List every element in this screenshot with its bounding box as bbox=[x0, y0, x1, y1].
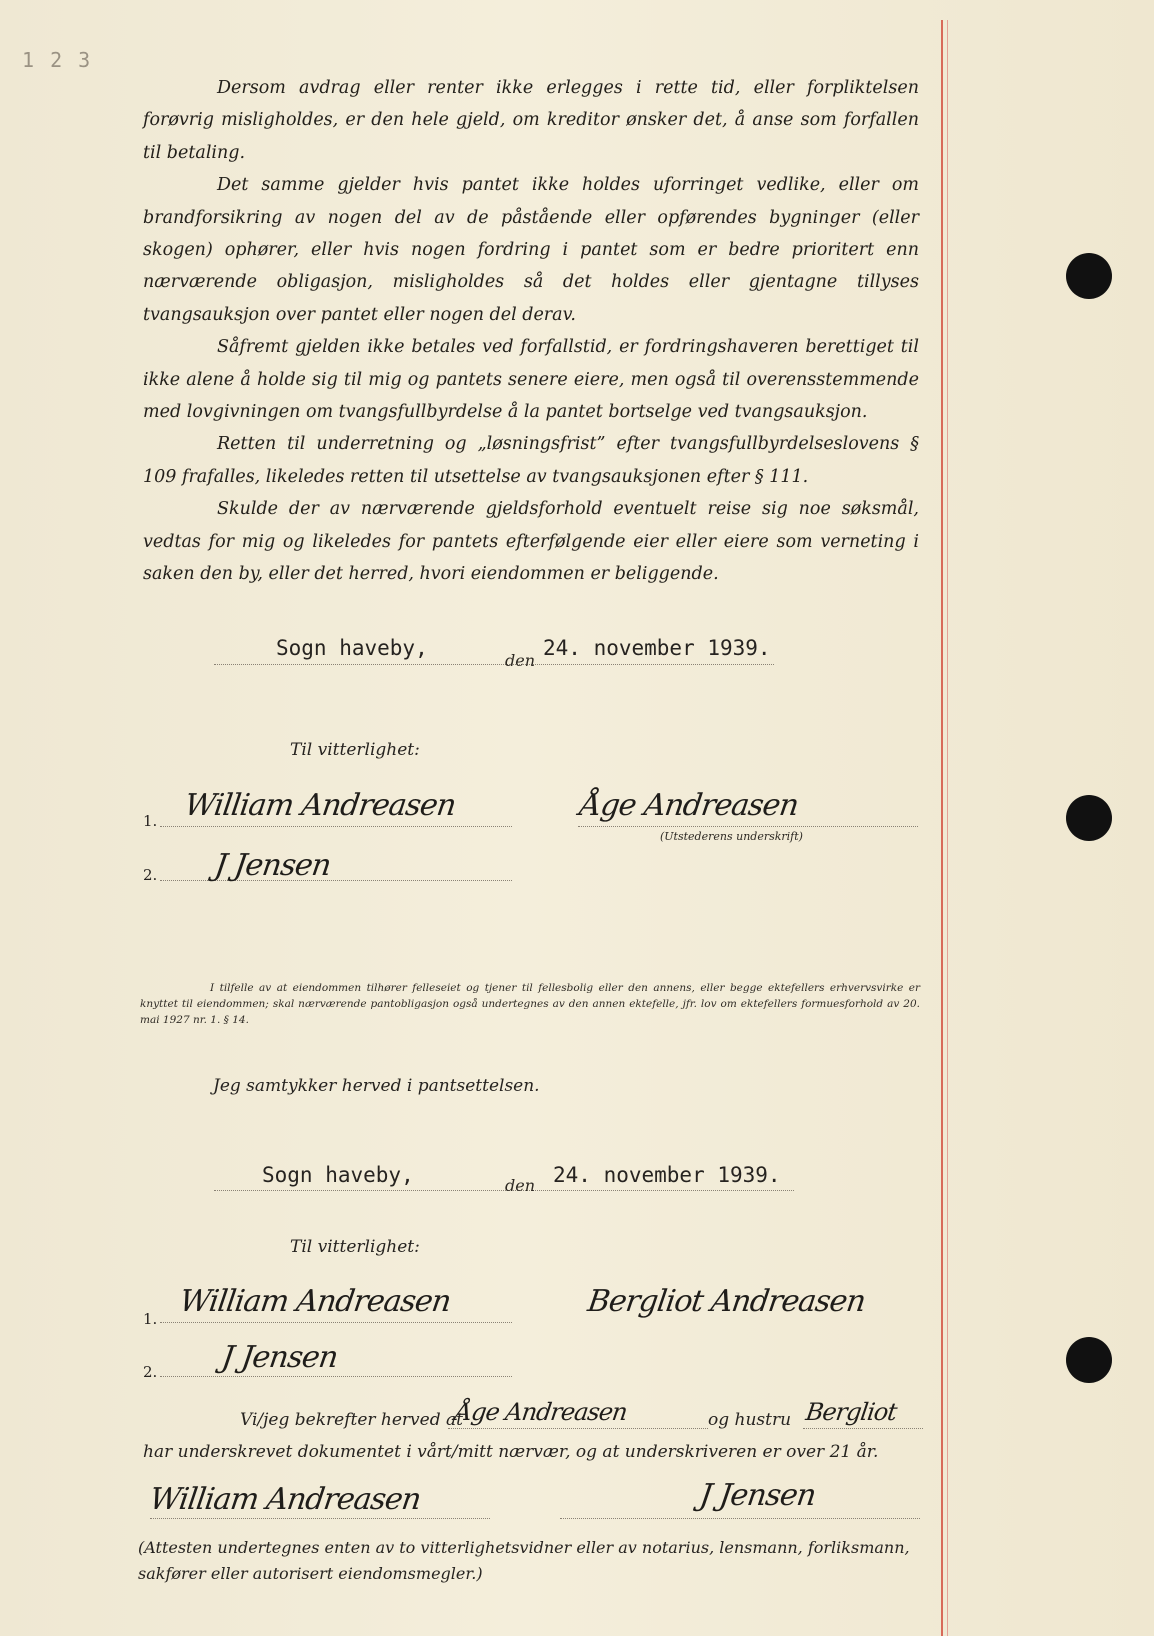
spouse-signature: Bergliot Andreasen bbox=[585, 1284, 868, 1319]
signing-date: 24. november 1939. bbox=[543, 636, 771, 660]
witness-number-1b: 1. bbox=[143, 1310, 158, 1328]
witness-1b-signature: William Andreasen bbox=[177, 1284, 453, 1319]
attestation-signer-line-2 bbox=[803, 1428, 923, 1429]
paragraph-default: Dersom avdrag eller renter ikke erlegges i rette tid, eller forpliktelsen forøvrig misligholdes, er den hele gjeld, om kreditor ønsker det, å anse som forfallen til betaling. bbox=[143, 78, 919, 163]
witness-heading-2: Til vitterlighet: bbox=[290, 1237, 420, 1257]
signing-place: Sogn haveby, bbox=[276, 636, 428, 660]
attestation-prefix: Vi/jeg bekrefter herved at bbox=[240, 1410, 463, 1430]
witness-2b-signature: J Jensen bbox=[219, 1340, 340, 1375]
den-label: den bbox=[505, 651, 536, 670]
attester-1-signature: William Andreasen bbox=[147, 1482, 423, 1517]
paragraph-enforcement: Såfremt gjelden ikke betales ved forfallstid, er fordringshaveren berettiget til ikke alene å holde sig til mig og pantets senere eiere, men også til overensstemmende med lovgivningen om tvangsfullbyrdelse å la pantet bortselge ved tvangsauksjon. bbox=[143, 337, 919, 423]
signing-place-2: Sogn haveby, bbox=[262, 1163, 414, 1187]
attestation-signer-1: Åge Andreasen bbox=[453, 1398, 629, 1426]
margin-rule bbox=[941, 20, 943, 1636]
witness-line-2b bbox=[160, 1376, 512, 1377]
issuer-signature-line bbox=[578, 826, 918, 827]
place-date-line-2 bbox=[214, 1190, 794, 1191]
attestation-note-text: (Attesten undertegnes enten av to vitterlighetsvidner eller av notarius, lensmann, forliksmann, sakfører eller autorisert eiendomsmegler.) bbox=[138, 1538, 910, 1583]
punch-hole-icon bbox=[1066, 1337, 1112, 1383]
witness-number-2: 2. bbox=[143, 866, 158, 884]
footnote-text: I tilfelle av at eiendommen tilhører felleseiet og tjener til fellesbolig eller den annens, eller begge ektefellers erhvervsvirke er knyttet til eiendommen; skal nærværende pantobligasjon også undertegnes av den annen ektefelle, jfr. lov om ektefellers formuesforhold av 20. mai 1927 nr. 1. § 14. bbox=[140, 982, 920, 1026]
witness-line-1b bbox=[160, 1322, 512, 1323]
witness-1-signature: William Andreasen bbox=[182, 788, 458, 823]
attester-line-2 bbox=[560, 1518, 920, 1519]
paragraph-notice-waiver: Retten til underretning og „løsningsfrist” efter tvangsfullbyrdelseslovens § 109 frafalles, likeledes retten til utsettelse av tvangsauksjonen efter § 111. bbox=[143, 434, 919, 487]
paragraph-pledge-condition: Det samme gjelder hvis pantet ikke holdes uforringet vedlike, eller om brandforsikring av nogen del av de påstående eller opførendes bygninger (eller skogen) ophører, eller hvis nogen fordring i pantet som er bedre prioritert enn nærværende obligasjon, misligholdes så det holdes eller gjentagne tillyses tvangsauksjon over pantet eller nogen del derav. bbox=[143, 175, 919, 325]
attester-2-signature: J Jensen bbox=[697, 1478, 818, 1513]
place-date-line bbox=[214, 664, 774, 665]
margin-rule-secondary bbox=[947, 20, 948, 1636]
attestation-signer-2: Bergliot bbox=[804, 1398, 899, 1426]
issuer-caption: (Utstederens underskrift) bbox=[660, 830, 803, 843]
attestation-note bbox=[138, 1535, 928, 1587]
witness-line-1 bbox=[160, 826, 512, 827]
witness-2-signature: J Jensen bbox=[212, 848, 333, 883]
witness-number-2b: 2. bbox=[143, 1363, 158, 1381]
signing-date-2: 24. november 1939. bbox=[553, 1163, 781, 1187]
attestation-signer-line-1 bbox=[448, 1428, 708, 1429]
terms-text bbox=[143, 72, 919, 591]
witness-heading: Til vitterlighet: bbox=[290, 740, 420, 760]
consent-text: Jeg samtykker herved i pantsettelsen. bbox=[213, 1076, 540, 1096]
issuer-signature: Åge Andreasen bbox=[577, 788, 801, 823]
punch-hole-icon bbox=[1066, 253, 1112, 299]
attestation-statement: har underskrevet dokumentet i vårt/mitt nærvær, og at underskriveren er over 21 år. bbox=[143, 1442, 879, 1462]
den-label-2: den bbox=[505, 1176, 536, 1195]
corner-mark: 1 2 3 bbox=[22, 48, 93, 72]
punch-hole-icon bbox=[1066, 795, 1112, 841]
paragraph-venue: Skulde der av nærværende gjeldsforhold eventuelt reise sig noe søksmål, vedtas for mig og likeledes for pantets efterfølgende eier eller eiere som verneting i saken den by, eller det herred, hvori eiendommen er beliggende. bbox=[143, 499, 919, 585]
attestation-mid: og hustru bbox=[708, 1410, 792, 1430]
spouse-footnote bbox=[140, 980, 920, 1028]
attester-line-1 bbox=[150, 1518, 490, 1519]
witness-number-1: 1. bbox=[143, 812, 158, 830]
